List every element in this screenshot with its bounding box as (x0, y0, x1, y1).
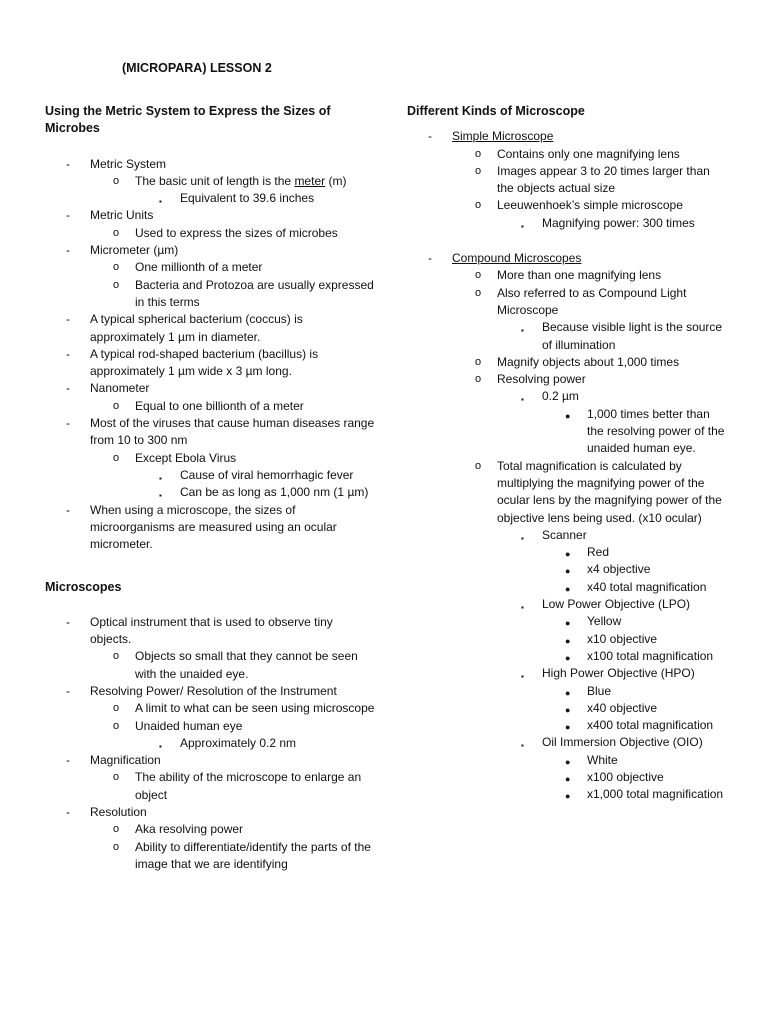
list-text: Red (587, 545, 610, 560)
circle-marker: o (113, 226, 120, 239)
list-item (407, 128, 727, 145)
list-text: Equivalent to 39.6 inches (180, 191, 315, 206)
list-item (45, 380, 375, 397)
list-item (407, 769, 727, 786)
list-item (45, 398, 375, 415)
circle-marker: o (475, 373, 482, 386)
list-item (407, 354, 727, 371)
list-item (407, 146, 727, 163)
bullet-icon: ● (565, 687, 571, 698)
bullet-icon: ● (565, 583, 571, 594)
list-text: x40 objective (587, 700, 658, 715)
list-text: Unaided human eye (135, 718, 243, 733)
subheading-simple: Simple Microscope (452, 129, 554, 144)
dash-marker: - (66, 208, 70, 223)
circle-marker: o (475, 164, 482, 177)
list-text: Magnification (90, 753, 161, 768)
list-item (407, 406, 727, 458)
list-item (407, 613, 727, 630)
dash-marker: - (66, 312, 70, 327)
list-item (407, 579, 727, 596)
list-item (45, 502, 375, 554)
list-item (45, 467, 375, 484)
list-text: x100 objective (587, 769, 664, 784)
list-text: Yellow (587, 614, 622, 629)
dash-marker: - (66, 502, 70, 517)
list-text: White (587, 752, 618, 767)
list-text: 1,000 times better than the resolving power of the unaided human eye. (587, 406, 725, 456)
list-text: Leeuwenhoek’s simple microscope (497, 198, 683, 213)
circle-marker: o (113, 451, 120, 464)
list-text: Optical instrument that is used to observe tiny objects. (90, 614, 333, 647)
bullet-icon: ● (565, 549, 571, 560)
circle-marker: o (475, 459, 482, 472)
list-text: (m) (325, 173, 347, 188)
circle-marker: o (113, 399, 120, 412)
list-item (407, 163, 727, 198)
list-text: Total magnification is calculated by multiplying the magnifying power of the ocular lens by the magnifying power of the objective lens being used. (x10 ocular) (497, 458, 722, 525)
list-text: One millionth of a meter (135, 260, 263, 275)
list-text: Metric Units (90, 208, 154, 223)
dash-marker: - (428, 251, 432, 266)
list-text: x1,000 total magnification (587, 787, 724, 802)
list-text: x100 total magnification (587, 648, 714, 663)
list-item (45, 700, 375, 717)
list-item (407, 631, 727, 648)
bullet-icon: ● (565, 791, 571, 802)
circle-marker: o (113, 719, 120, 732)
circle-marker: o (113, 261, 120, 274)
list-text: Resolution (90, 804, 147, 819)
list-item (45, 839, 375, 874)
circle-marker: o (475, 286, 482, 299)
list-text: Metric System (90, 156, 167, 171)
list-item (45, 346, 375, 381)
square-bullet-icon: ▪ (521, 533, 524, 543)
bullet-icon: ● (565, 635, 571, 646)
square-bullet-icon: ▪ (159, 491, 162, 501)
list-text: Contains only one magnifying lens (497, 146, 680, 161)
list-text: A typical spherical bacterium (coccus) is approximately 1 µm in diameter. (90, 312, 303, 344)
list-item (45, 259, 375, 276)
list-text: Used to express the sizes of microbes (135, 225, 338, 240)
circle-marker: o (113, 174, 120, 187)
list-item (45, 242, 375, 259)
list-text: Ability to differentiate/identify the parts of the image that we are identifying (135, 839, 371, 871)
list-item (407, 267, 727, 284)
circle-marker: o (113, 650, 120, 663)
square-bullet-icon: ▪ (159, 741, 162, 751)
list-text: Micrometer (µm) (90, 243, 179, 258)
left-column (45, 103, 375, 873)
square-bullet-icon: ▪ (521, 672, 524, 682)
page-title: (MICROPARA) LESSON 2 (122, 61, 272, 75)
list-item (407, 596, 727, 613)
square-bullet-icon: ▪ (159, 473, 162, 483)
list-item (45, 484, 375, 501)
dash-marker: - (66, 416, 70, 431)
list-text: x4 objective (587, 562, 651, 577)
bullet-icon: ● (565, 722, 571, 733)
square-bullet-icon: ▪ (159, 197, 162, 207)
list-item (407, 700, 727, 717)
list-item (45, 683, 375, 700)
list-text: Images appear 3 to 20 times larger than the objects actual size (497, 163, 710, 196)
list-text: Resolving power (497, 372, 586, 387)
list-text: Except Ebola Virus (135, 450, 237, 465)
list-text: Because visible light is the source of illumination (542, 320, 723, 352)
list-item (407, 717, 727, 734)
list-item (45, 648, 375, 683)
square-bullet-icon: ▪ (521, 221, 524, 231)
section-heading-kinds: Different Kinds of Microscope (407, 104, 585, 118)
list-text: The basic unit of length is the (135, 173, 295, 188)
circle-marker: o (113, 702, 120, 715)
list-item (407, 458, 727, 527)
list-item (407, 648, 727, 665)
list-item (45, 277, 375, 312)
list-text: Oil Immersion Objective (OIO) (542, 735, 703, 750)
list-text: Magnify objects about 1,000 times (497, 354, 680, 369)
bullet-icon: ● (565, 652, 571, 663)
list-item (407, 752, 727, 769)
list-item (45, 190, 375, 207)
bullet-icon: ● (565, 756, 571, 767)
list-text: The ability of the microscope to enlarge an object (135, 770, 362, 802)
list-item (45, 752, 375, 769)
section-heading-metric: Using the Metric System to Express the Sizes of Microbes (45, 104, 331, 136)
bullet-icon: ● (565, 410, 571, 421)
list-item (407, 250, 727, 267)
list-item (407, 371, 727, 388)
subheading-compound: Compound Microscopes (452, 251, 582, 266)
right-column (407, 103, 727, 804)
list-item (45, 450, 375, 467)
list-item (407, 197, 727, 214)
list-text: Nanometer (90, 381, 150, 396)
list-item (45, 735, 375, 752)
square-bullet-icon: ▪ (521, 603, 524, 613)
list-text: Low Power Objective (LPO) (542, 597, 691, 612)
list-text: Cause of viral hemorrhagic fever (180, 467, 354, 482)
circle-marker: o (475, 199, 482, 212)
dash-marker: - (66, 156, 70, 171)
list-item (407, 388, 727, 405)
dash-marker: - (66, 381, 70, 396)
list-item (407, 544, 727, 561)
circle-marker: o (475, 269, 482, 282)
dash-marker: - (66, 683, 70, 698)
circle-marker: o (113, 771, 120, 784)
list-item (407, 561, 727, 578)
list-text: x10 objective (587, 631, 658, 646)
list-item (407, 285, 727, 320)
bullet-icon: ● (565, 566, 571, 577)
list-item (45, 769, 375, 804)
list-text: A limit to what can be seen using microscope (135, 701, 375, 716)
list-text: Blue (587, 683, 612, 698)
list-item (45, 718, 375, 735)
list-text: Magnifying power: 300 times (542, 215, 695, 230)
list-item (407, 665, 727, 682)
list-item (45, 225, 375, 242)
list-text: High Power Objective (HPO) (542, 666, 695, 681)
list-item (45, 173, 375, 190)
bullet-icon: ● (565, 704, 571, 715)
dash-marker: - (428, 129, 432, 144)
list-item (45, 614, 375, 649)
square-bullet-icon: ▪ (521, 326, 524, 336)
square-bullet-icon: ▪ (521, 395, 524, 405)
list-text: When using a microscope, the sizes of microorganisms are measured using an ocular micrometer. (90, 502, 337, 552)
circle-marker: o (113, 823, 120, 836)
list-text: Aka resolving power (135, 822, 244, 837)
bullet-icon: ● (565, 773, 571, 784)
dash-marker: - (66, 243, 70, 258)
list-text: Resolving Power/ Resolution of the Instrument (90, 683, 337, 698)
list-item (45, 207, 375, 224)
list-item (407, 683, 727, 700)
list-text: Scanner (542, 527, 587, 542)
list-item (45, 311, 375, 346)
list-text: Most of the viruses that cause human diseases range from 10 to 300 nm (90, 416, 375, 448)
list-text: Also referred to as Compound Light Microscope (497, 285, 687, 317)
list-text: Bacteria and Protozoa are usually expressed in this terms (135, 277, 374, 309)
list-text: A typical rod-shaped bacterium (bacillus) is approximately 1 µm wide x 3 µm long. (90, 346, 319, 379)
circle-marker: o (113, 278, 120, 291)
underlined-term: meter (294, 173, 326, 188)
bullet-icon: ● (565, 618, 571, 629)
list-text: x400 total magnification (587, 718, 714, 733)
list-item (45, 821, 375, 838)
list-text: More than one magnifying lens (497, 268, 662, 283)
dash-marker: - (66, 346, 70, 361)
list-text: Objects so small that they cannot be seen with the unaided eye. (135, 649, 358, 681)
circle-marker: o (475, 147, 482, 160)
list-item (407, 786, 727, 803)
circle-marker: o (475, 355, 482, 368)
list-item (407, 734, 727, 751)
section-heading-microscopes: Microscopes (45, 580, 122, 595)
list-text: Equal to one billionth of a meter (135, 398, 304, 413)
dash-marker: - (66, 753, 70, 768)
dash-marker: - (66, 804, 70, 819)
list-item (45, 415, 375, 450)
list-text: x40 total magnification (587, 579, 707, 594)
list-text: 0.2 µm (542, 389, 579, 404)
list-text: Can be as long as 1,000 nm (1 µm) (180, 485, 369, 500)
square-bullet-icon: ▪ (521, 741, 524, 751)
list-item (45, 804, 375, 821)
dash-marker: - (66, 614, 70, 629)
circle-marker: o (113, 840, 120, 853)
list-item (407, 319, 727, 354)
list-item (407, 215, 727, 232)
list-item (45, 156, 375, 173)
list-item (407, 527, 727, 544)
list-text: Approximately 0.2 nm (180, 735, 297, 750)
